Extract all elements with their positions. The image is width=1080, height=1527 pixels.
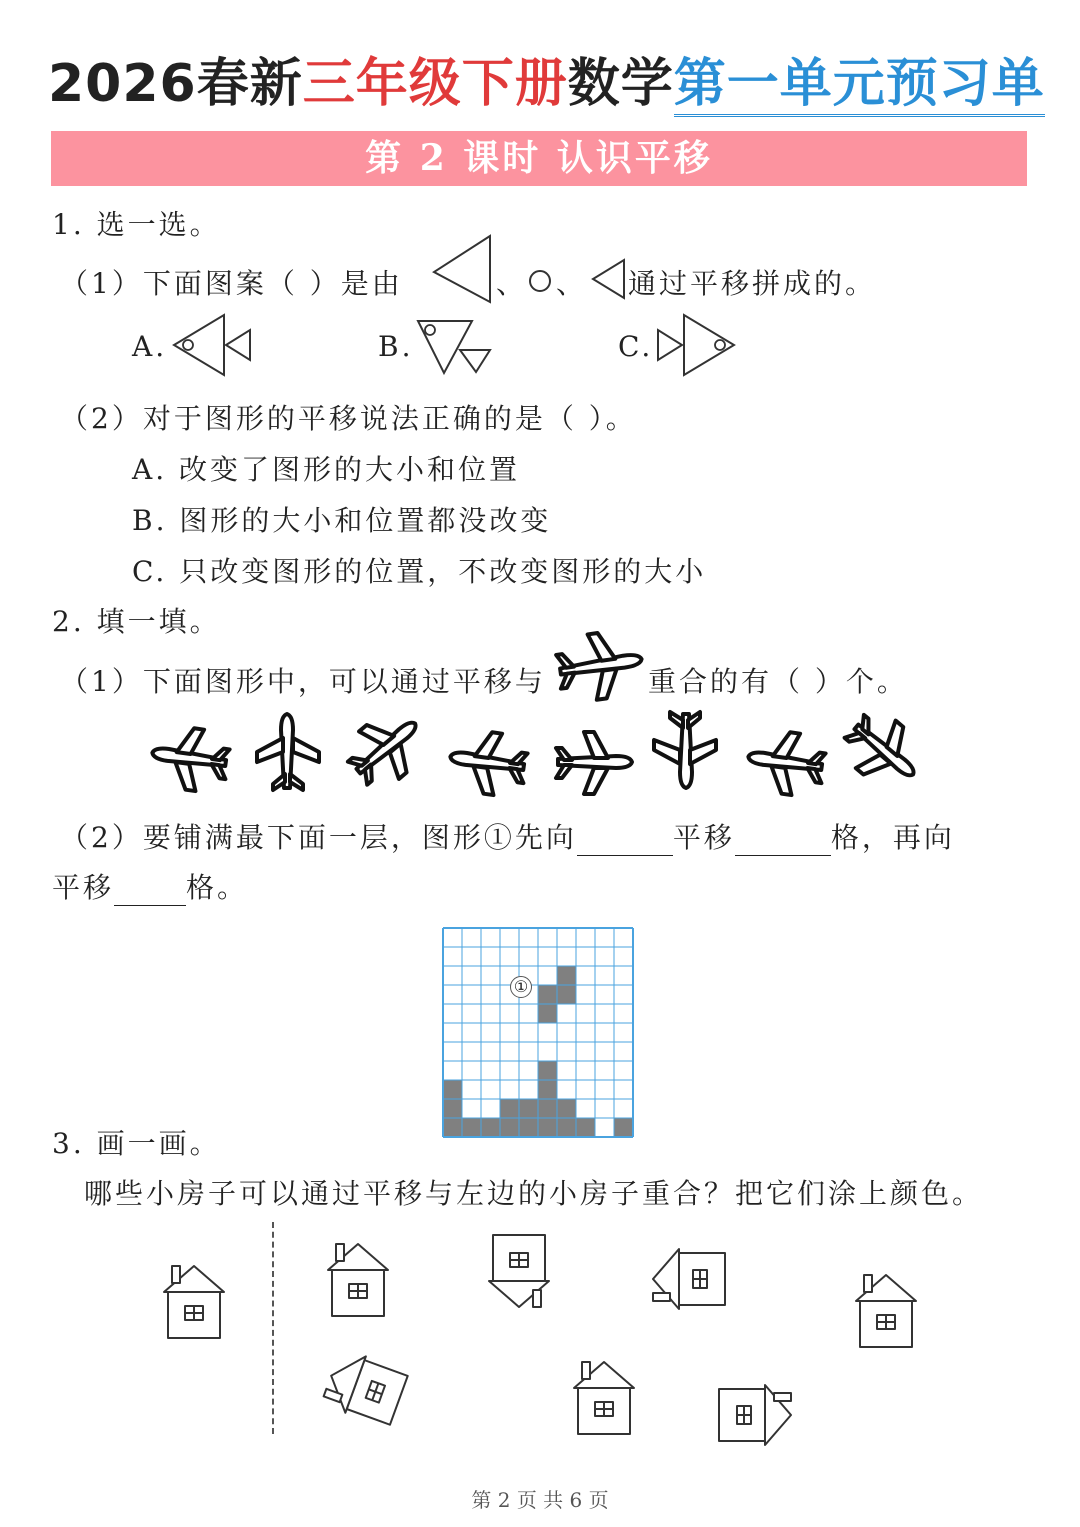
q1-sub1-suffix: 通过平移拼成的。 [628, 267, 877, 300]
q2-sub2-part1: （2）要铺满最下面一层，图形①先向 [60, 821, 577, 854]
title-unit: 第一单元预习单 [674, 54, 1045, 117]
house-option-7[interactable] [719, 1385, 791, 1445]
q2-sub2-part4: 平移 [52, 871, 115, 904]
q1-sub2-option-c: C. 只改变图形的位置，不改变图形的大小 [132, 555, 707, 588]
title-year: 2026 [48, 54, 197, 114]
q2-sub1-suffix: 重合的有（ ）个。 [648, 665, 908, 698]
q3-heading: 3. 画一画。 [52, 1127, 221, 1160]
q2-sub2-part5: 格。 [186, 871, 249, 904]
q1-sub2-stem: （2）对于图形的平移说法正确的是（ ）。 [60, 402, 637, 435]
q1-sep2: 、 [556, 267, 588, 300]
house-option-2[interactable] [489, 1235, 549, 1307]
page-footer: 第 2 页 共 6 页 [471, 1488, 609, 1512]
title-subject: 数学 [567, 54, 674, 114]
q3-prompt: 哪些小房子可以通过平移与左边的小房子重合？把它们涂上颜色。 [84, 1177, 984, 1210]
q1-heading: 1. 选一选。 [52, 208, 221, 241]
q2-sub2-part2: 平移 [672, 821, 735, 854]
q1-sub2-option-b: B. 图形的大小和位置都没改变 [132, 504, 552, 537]
house-option-1[interactable] [328, 1244, 388, 1316]
title-grade: 三年级下册 [302, 54, 568, 114]
q1-sub1-prefix: （1）下面图案（ ）是由 [60, 267, 403, 300]
lesson-banner: 第 2 课时 认识平移 [51, 131, 1027, 186]
house-option-3[interactable] [653, 1249, 725, 1309]
q2-heading: 2. 填一填。 [52, 605, 221, 638]
q2-sub2-part3: 格，再向 [830, 821, 955, 854]
grid-shape-label: ① [510, 976, 532, 998]
option-a-label: A. [132, 330, 168, 363]
house-option-4[interactable] [856, 1275, 916, 1347]
q1-sep1: 、 [496, 267, 528, 300]
option-b-label: B. [378, 330, 414, 363]
house-reference [164, 1266, 224, 1338]
house-option-6[interactable] [574, 1362, 634, 1434]
title-part1: 春新 [196, 54, 303, 114]
q2-sub1-prefix: （1）下面图形中，可以通过平移与 [60, 665, 546, 698]
house-option-5[interactable] [321, 1347, 409, 1428]
q1-sub2-option-a: A. 改变了图形的大小和位置 [132, 453, 521, 486]
option-c-label: C. [618, 330, 654, 363]
